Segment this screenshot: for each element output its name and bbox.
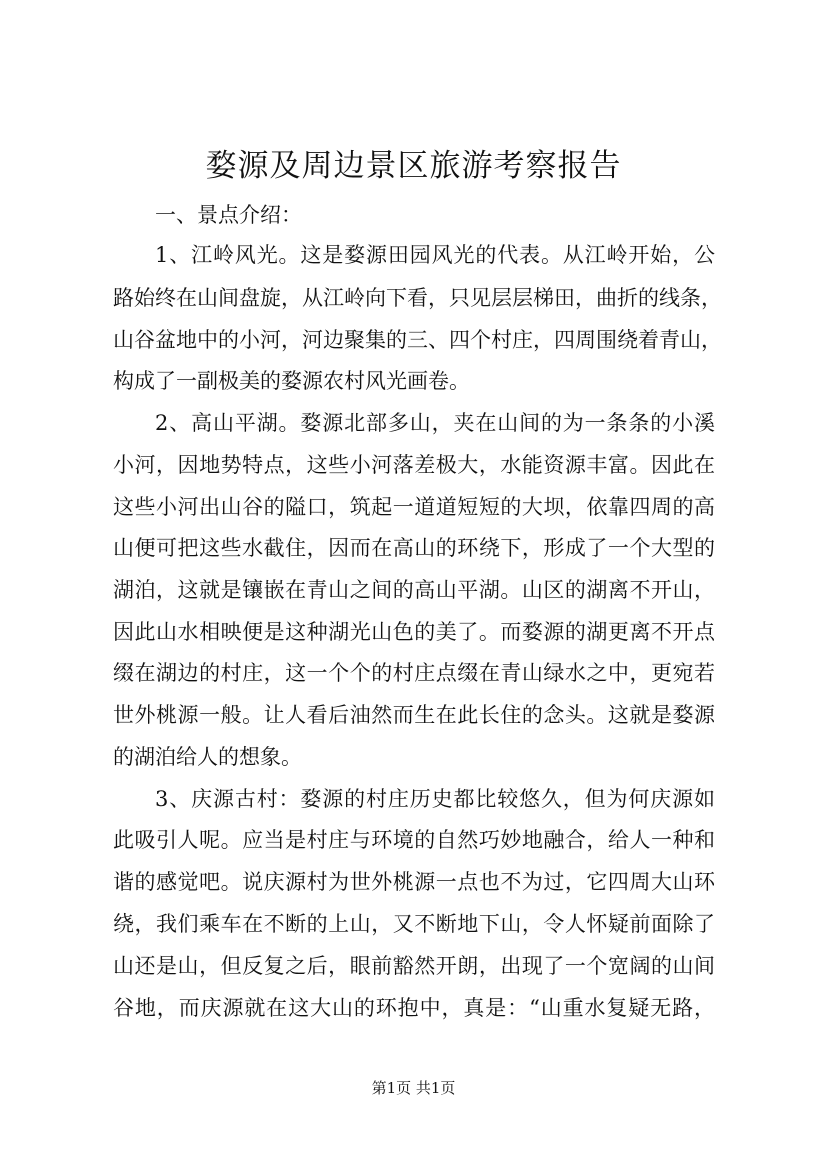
paragraph-line: 这些小河出山谷的隘口，筑起一道道短短的大坝，依靠四周的高: [113, 495, 715, 519]
paragraph-line: 绕，我们乘车在不断的上山，又不断地下山，令人怀疑前面除了: [113, 912, 715, 936]
paragraph-line: 2、高山平湖。婺源北部多山，夹在山间的为一条条的小溪: [155, 411, 715, 435]
paragraph-line: 山谷盆地中的小河，河边聚集的三、四个村庄，四周围绕着青山，: [113, 328, 722, 352]
paragraph-line: 湖泊，这就是镶嵌在青山之间的高山平湖。山区的湖离不开山，: [113, 578, 715, 602]
paragraph-line: 谷地，而庆源就在这大山的环抱中，真是：“山重水复疑无路，: [113, 996, 715, 1020]
paragraph-line: 3、庆源古村：婺源的村庄历史都比较悠久，但为何庆源如: [155, 787, 715, 811]
document-title: 婺源及周边景区旅游考察报告: [205, 148, 622, 184]
paragraph-line: 因此山水相映便是这种湖光山色的美了。而婺源的湖更离不开点: [113, 620, 715, 644]
paragraph-line: 1、江岭风光。这是婺源田园风光的代表。从江岭开始，公: [155, 243, 715, 267]
paragraph-line: 山还是山，但反复之后，眼前豁然开朗，出现了一个宽阔的山间: [113, 954, 715, 978]
paragraph-line: 谐的感觉吧。说庆源村为世外桃源一点也不为过，它四周大山环: [113, 870, 715, 894]
section-heading: 一、景点介绍：: [155, 203, 302, 227]
page-footer: 第1页 共1页: [371, 1079, 456, 1097]
paragraph-line: 山便可把这些水截住，因而在高山的环绕下，形成了一个大型的: [113, 536, 715, 560]
paragraph-line: 世外桃源一般。让人看后油然而生在此长住的念头。这就是婺源: [113, 703, 715, 727]
paragraph-line: 此吸引人呢。应当是村庄与环境的自然巧妙地融合，给人一种和: [113, 828, 715, 852]
paragraph-line: 构成了一副极美的婺源农村风光画卷。: [113, 369, 470, 393]
paragraph-line: 的湖泊给人的想象。: [113, 745, 302, 769]
paragraph-line: 小河，因地势特点，这些小河落差极大，水能资源丰富。因此在: [113, 453, 715, 477]
paragraph-line: 路始终在山间盘旋，从江岭向下看，只见层层梯田，曲折的线条，: [113, 286, 722, 310]
paragraph-line: 缀在湖边的村庄，这一个个的村庄点缀在青山绿水之中，更宛若: [113, 661, 715, 685]
